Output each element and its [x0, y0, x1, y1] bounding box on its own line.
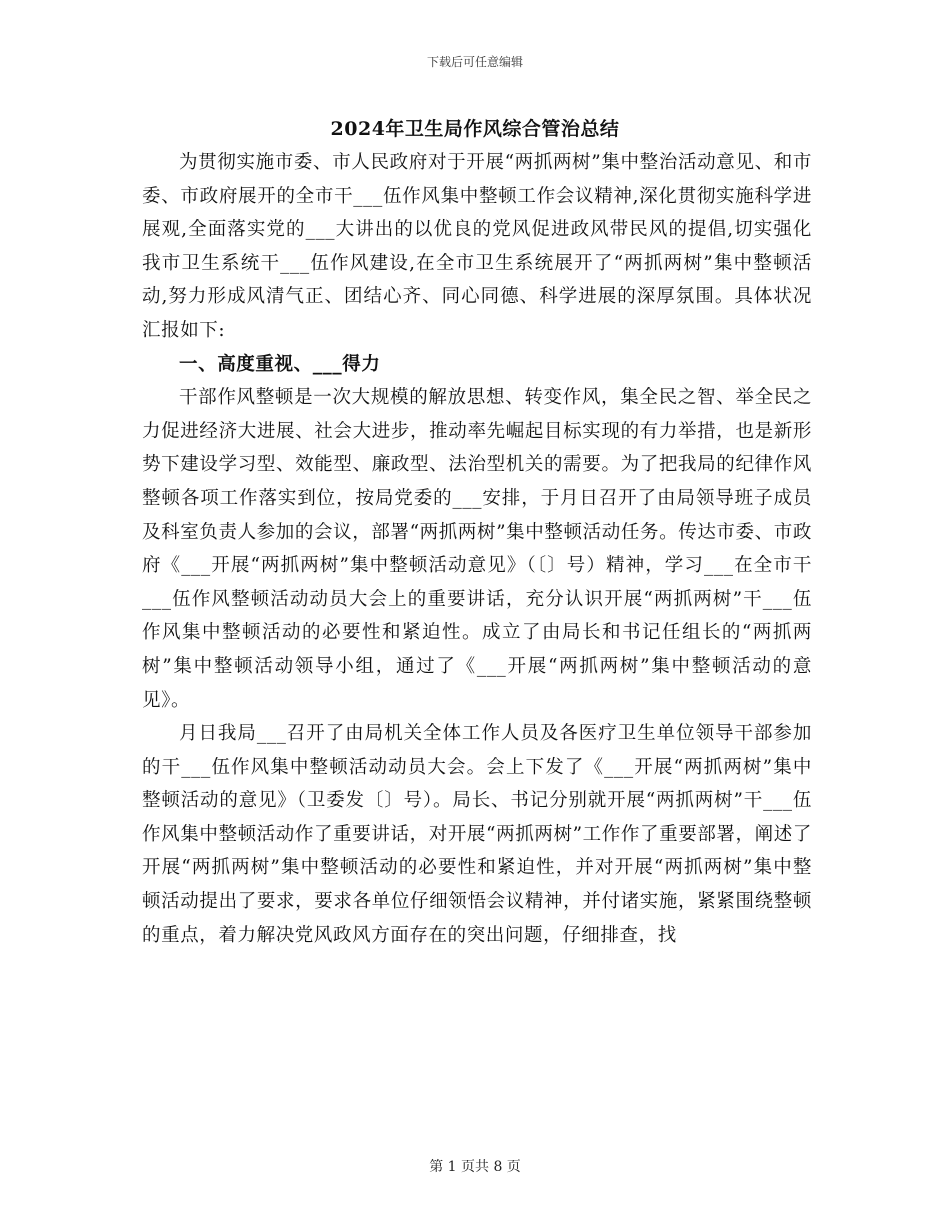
body-paragraph: 月日我局___召开了由局机关全体工作人员及各医疗卫生单位领导干部参加的干___伍作风集中整顿活动动员大会。会上下发了《___开展“两抓两树”集中整顿活动的意见》（卫委发〔〕号）。局长、书记分别就开展“两抓两树”干___伍作风集中整顿活动作了重要讲话，对开展“两抓两树”工作作了重要部署，阐述了开展“两抓两树”集中整顿活动的必要性和紧迫性，并对开展“两抓两树”集中整顿活动提出了要求，要求各单位仔细领悟会议精神，并付诸实施，紧紧围绕整顿的重点，着力解决党风政风方面存在的突出问题，仔细排查，找 [142, 723, 812, 946]
intro-paragraph: 为贯彻实施市委、市人民政府对于开展“两抓两树”集中整治活动意见、和市委、市政府展开的全市干___伍作风集中整顿工作会议精神,深化贯彻实施科学进展观,全面落实党的___大讲出的以优良的党风促进政风带民风的提倡,切实强化我市卫生系统干___伍作风建设,在全市卫生系统展开了“两抓两树”集中整顿活动,努力形成风清气正、团结心齐、同心同德、科学进展的深厚氛围。具体状况汇报如下: [142, 152, 812, 341]
header-note: 下载后可任意编辑 [426, 55, 523, 69]
body-paragraph: 干部作风整顿是一次大规模的解放思想、转变作风，集全民之智、举全民之力促进经济大进展、社会大进步，推动率先崛起目标实现的有力举措，也是新形势下建设学习型、效能型、廉政型、法治型机关的需要。为了把我局的纪律作风整顿各项工作落实到位，按局党委的___安排，于月日召开了由局领导班子成员及科室负责人参加的会议，部署“两抓两树”集中整顿活动任务。传达市委、市政府《___开展“两抓两树”集中整顿活动意见》（〔〕号）精神，学习___在全市干___伍作风整顿活动动员大会上的重要讲话，充分认识开展“两抓两树”干___伍作风集中整顿活动的必要性和紧迫性。成立了由局长和书记任组长的“两抓两树”集中整顿活动领导小组，通过了《___开展“两抓两树”集中整顿活动的意见》。 [142, 387, 812, 711]
page-footer: 第 1 页共 8 页 [429, 1159, 521, 1175]
document-body [142, 146, 812, 952]
document-title: 2024年卫生局作风综合管治总结 [330, 118, 620, 140]
section-heading: 一、高度重视、___得力 [179, 353, 381, 375]
